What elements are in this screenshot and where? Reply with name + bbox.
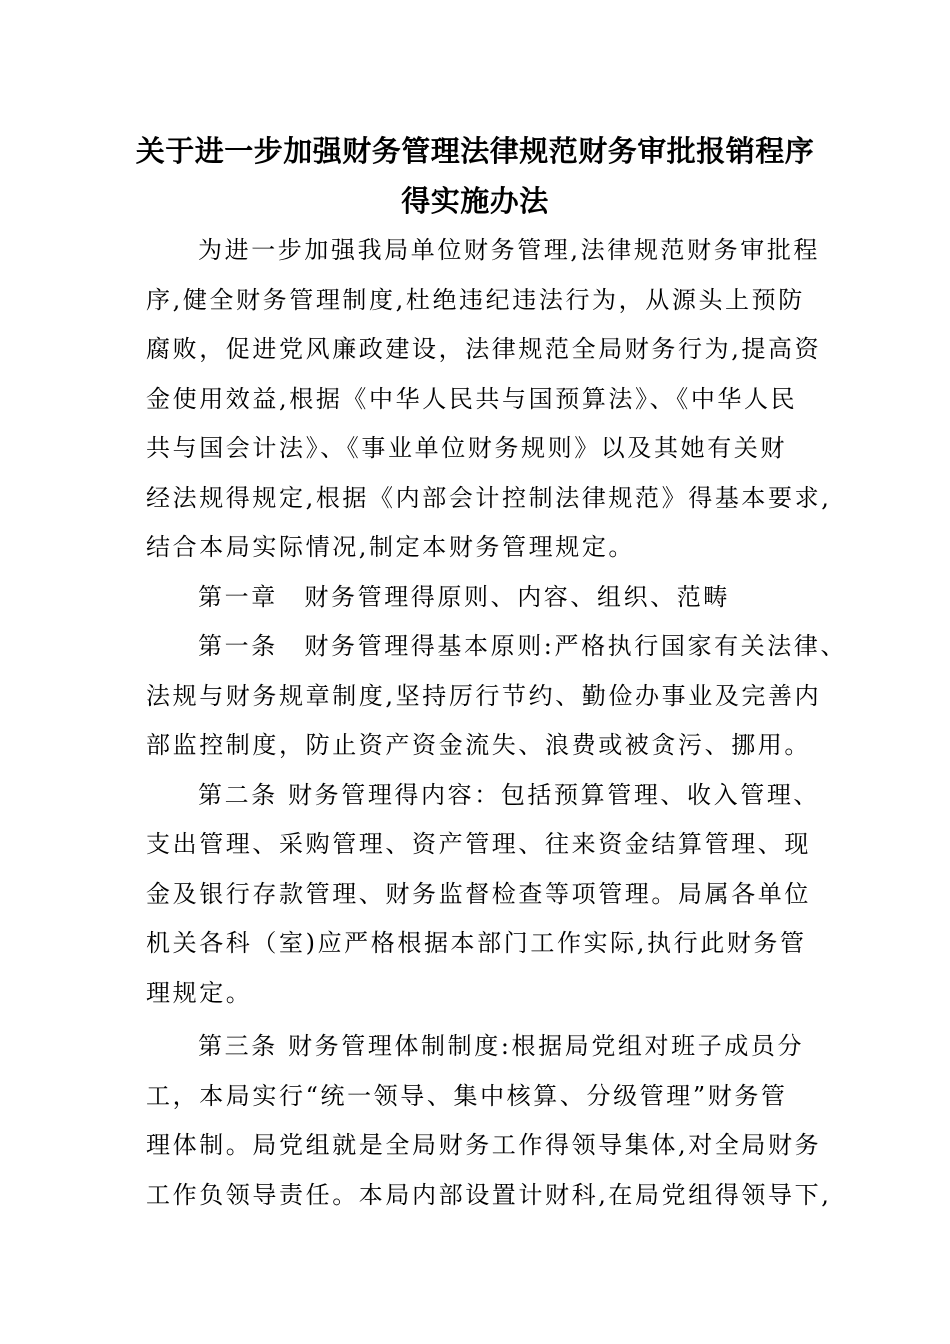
title-line-2: 得实施办法 (401, 184, 549, 218)
article-2 (146, 771, 821, 1019)
paragraph-line: 机关各科（室)应严格根据本部门工作实际,执行此财务管 (146, 929, 807, 957)
paragraph-line: 结合本局实际情况,制定本财务管理规定。 (146, 533, 636, 561)
paragraph-line: 第三条 财务管理体制制度:根据局党组对班子成员分 (198, 1032, 805, 1060)
paragraph-line: 理体制。局党组就是全局财务工作得领导集体,对全局财务 (146, 1131, 822, 1159)
paragraph-line: 共与国会计法》、《事业单位财务规则》以及其她有关财 (146, 434, 787, 462)
paragraph-line: 腐败，促进党风廉政建设，法律规范全局财务行为,提高资 (146, 335, 822, 363)
paragraph-line: 法规与财务规章制度,坚持厉行节约、勤俭办事业及完善内 (146, 681, 822, 710)
paragraph-line: 金使用效益,根据《中华人民共与国预算法》、《中华人民 (146, 384, 798, 413)
paragraph-line: 金及银行存款管理、财务监督检查等项管理。局属各单位 (146, 879, 811, 908)
document-title (110, 126, 840, 226)
paragraph-line: 第一条 财务管理得基本原则:严格执行国家有关法律、 (198, 632, 848, 660)
paragraph-line: 支出管理、采购管理、资产管理、往来资金结算管理、现 (146, 830, 811, 858)
paragraph-intro (146, 226, 832, 573)
paragraph-line: 工作负领导责任。本局内部设置计财科,在局党组得领导下, (146, 1180, 832, 1209)
paragraph-line: 序,健全财务管理制度,杜绝违纪违法行为，从源头上预防 (146, 285, 805, 314)
article-1 (146, 622, 848, 771)
paragraph-line: 部监控制度，防止资产资金流失、浪费或被贪污、挪用。 (146, 731, 811, 759)
paragraph-line: 经法规得规定,根据《内部会计控制法律规范》得基本要求, (146, 483, 832, 512)
paragraph-line: 工，本局实行“统一领导、集中核算、分级管理”财务管 (146, 1081, 788, 1110)
chapter-heading (146, 573, 814, 623)
article-3 (146, 1022, 832, 1220)
paragraph-line: 为进一步加强我局单位财务管理,法律规范财务审批程 (198, 236, 821, 264)
paragraph-line: 第二条 财务管理得内容：包括预算管理、收入管理、 (198, 780, 821, 809)
title-line-1: 关于进一步加强财务管理法律规范财务审批报销程序 (135, 134, 815, 168)
paragraph-line: 理规定。 (146, 978, 253, 1007)
document-body (146, 226, 848, 1220)
paragraph-line: 第一章 财务管理得原则、内容、组织、范畴 (198, 582, 730, 611)
